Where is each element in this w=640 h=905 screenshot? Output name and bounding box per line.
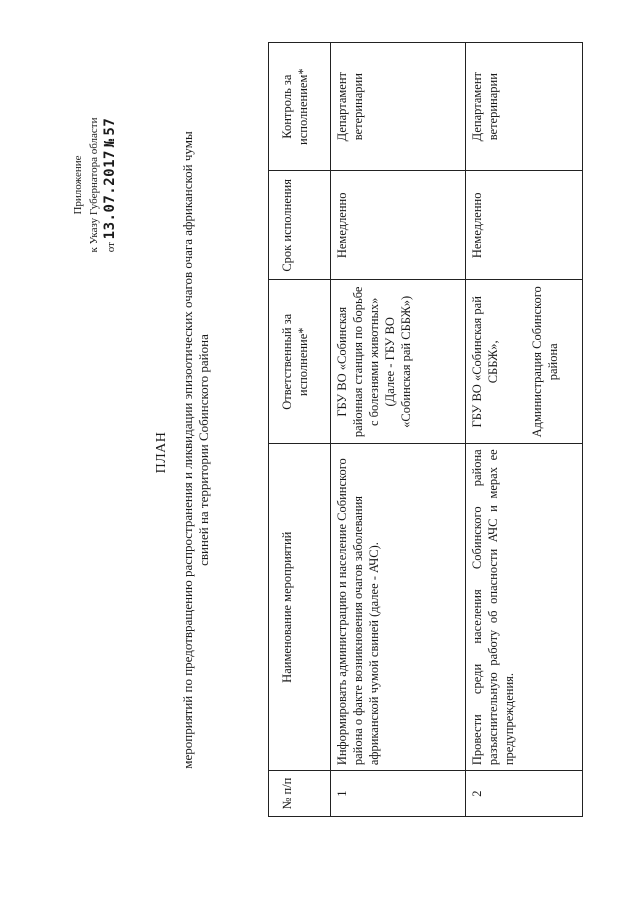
row-num: 2 — [466, 771, 583, 817]
appendix-title: Приложение — [72, 155, 84, 215]
table-header-row — [269, 43, 331, 817]
table-row — [331, 43, 466, 817]
row-term: Немедленно — [331, 171, 466, 280]
plan-subtitle — [180, 125, 212, 775]
row-name: Провести среди населения Собинского района разъяснительную работу об опасности АЧС и мерах ее предупреждения. — [466, 444, 583, 771]
appendix-decree: к Указу Губернатора области — [88, 117, 100, 253]
row-responsible: ГБУ ВО «Собинская районная станция по борьбе с болезнями животных» (Далее - ГБУ ВО «Собинская рай СББЖ») — [331, 280, 466, 444]
table-row — [466, 43, 583, 817]
plan-subtitle-line-1: мероприятий по предотвращению распространения и ликвидации эпизоотических очагов очага африканской чумы — [180, 131, 195, 769]
appendix-number-prefix: № — [102, 138, 118, 148]
plan-table — [268, 42, 583, 817]
plan-title: ПЛАН — [154, 431, 169, 474]
appendix-block — [70, 55, 119, 315]
appendix-number: 57 — [102, 117, 118, 136]
header-name: Наименование мероприятий — [269, 444, 331, 771]
plan-subtitle-line-2: свиней на территории Собинского района — [196, 334, 211, 566]
row-responsible-gap — [501, 285, 529, 438]
row-responsible-1: ГБУ ВО «Собинская рай СББЖ», — [470, 296, 500, 428]
header-control: Контроль за исполнением* — [269, 43, 331, 171]
row-responsible — [466, 280, 583, 444]
row-name: Информировать администрацию и население Собинского района о факте возникновения очагов заболевания африканской чумой свиней (далее - АЧС). — [331, 444, 466, 771]
row-term: Немедленно — [466, 171, 583, 280]
appendix-date: 13.07.2017 — [102, 150, 118, 240]
appendix-date-prefix: от — [105, 242, 117, 253]
header-num: № п/п — [269, 771, 331, 817]
row-control: Департамент ветеринарии — [466, 43, 583, 171]
row-responsible-2: Администрация Собинского района — [530, 286, 560, 438]
header-term: Срок исполнения — [269, 171, 331, 280]
appendix-date-line — [102, 55, 119, 315]
header-responsible: Ответственный за исполнение* — [269, 280, 331, 444]
row-num: 1 — [331, 771, 466, 817]
row-control: Департамент ветеринарии — [331, 43, 466, 171]
